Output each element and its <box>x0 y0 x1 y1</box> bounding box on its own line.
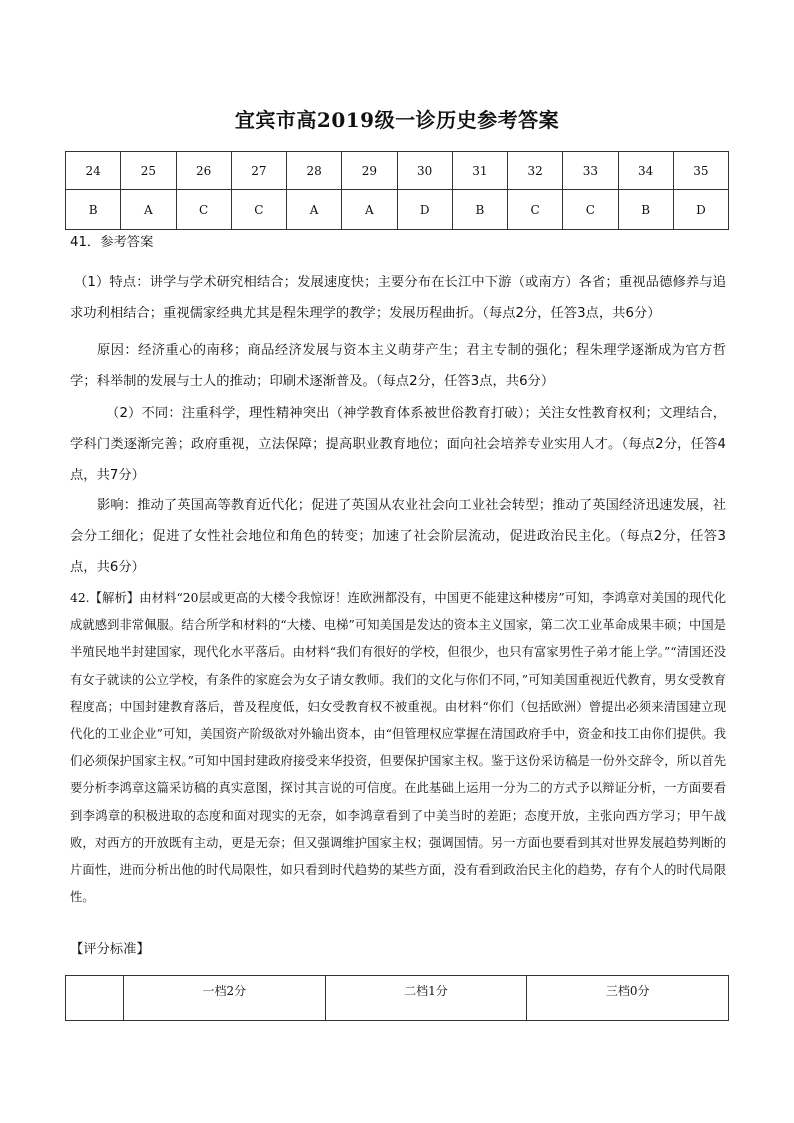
answer-letter-cell: B <box>452 190 507 230</box>
q42-analysis-paragraph: 42.【解析】由材料“20层或更高的大楼令我惊讶！连欧洲都没有，中国更不能建这种楼房”可知，李鸿章对美国的现代化成就感到非常佩服。结合所学和材料的“大楼、电梯”可知美国是发达的资本主义国家，第二次工业革命成果丰硕；中国是半殖民地半封建国家，现代化水平落后。由材料“我们有很好的学校，但很少，也只有富家男性子弟才能上学。”“清国还没有女子就读的公立学校，有条件的家庭会为女子请女教师。我们的文化与你们不同，”可知美国重视近代教育，男女受教育程度高；中国封建教育落后，普及程度低，妇女受教育权不被重视。由材料“你们（包括欧洲）曾提出必须来清国建立现代化的工业企业”可知，美国资产阶级欲对外输出资本，由“但管理权应掌握在清国政府手中，资金和技工由你们提供。我们必须保护国家主权。”可知中国封建政府接受来华投资，但要保护国家主权。鉴于这份采访稿是一份外交辞令，所以首先要分析李鸿章这篇采访稿的真实意图，探讨其言说的可信度。在此基础上运用一分为二的方式予以辩证分析，一方面要看到李鸿章的积极进取的态度和面对现实的无奈，如李鸿章看到了中美当时的差距；态度开放，主张向西方学习；甲午战败，对西方的开放既有主动，更是无奈；但又强调维护国家主权；强调国情。另一方面也要看到其对世界发展趋势判断的片面性，进而分析出他的时代局限性，如只看到时代趋势的某些方面，没有看到政治民主化的趋势，存有个人的时代局限性。 <box>70 591 726 905</box>
q41-causes-paragraph: 原因：经济重心的南移；商品经济发展与资本主义萌芽产生；君主专制的强化；程朱理学逐渐成为官方哲学；科举制的发展与士人的推动；印刷术逐渐普及。（每点2分，任答3点，共6分） <box>70 343 726 389</box>
question-number-cell: 33 <box>563 152 618 190</box>
grading-blank-cell <box>66 976 124 1021</box>
question-number-cell: 28 <box>287 152 342 190</box>
grading-header-row <box>66 976 729 1021</box>
answer-letter-cell: A <box>342 190 397 230</box>
question-number-cell: 24 <box>66 152 121 190</box>
grading-heading: 【评分标准】 <box>70 942 150 957</box>
q41-impact-paragraph: 影响：推动了英国高等教育近代化；促进了英国从农业社会向工业社会转型；推动了英国经济迅速发展，社会分工细化；促进了女性社会地位和角色的转变；加速了社会阶层流动，促进政治民主化。（每点2分，任答3点，共6分） <box>70 498 726 575</box>
question-number-cell: 34 <box>618 152 673 190</box>
q41-characteristics-paragraph: （1）特点：讲学与学术研究相结合；发展速度快；主要分布在长江中下游（或南方）各省；重视品德修养与追求功利相结合；重视儒家经典尤其是程朱理学的教学；发展历程曲折。（每点2分，任答3点，共6分） <box>70 275 726 321</box>
answer-letter-cell: D <box>673 190 728 230</box>
question-number-cell: 30 <box>397 152 452 190</box>
answer-letter-cell: A <box>287 190 342 230</box>
grading-level-cell: 一档2分 <box>124 976 326 1021</box>
answer-letter-row <box>66 190 729 230</box>
answer-letter-cell: C <box>176 190 231 230</box>
grading-level-cell: 二档1分 <box>325 976 527 1021</box>
page-title: 宜宾市高2019级一诊历史参考答案 <box>234 108 560 132</box>
answer-letter-cell: D <box>397 190 452 230</box>
answer-letter-cell: C <box>231 190 286 230</box>
question-number-cell: 32 <box>508 152 563 190</box>
question-number-cell: 26 <box>176 152 231 190</box>
question-number-cell: 27 <box>231 152 286 190</box>
grading-table <box>65 975 729 1021</box>
question-number-cell: 29 <box>342 152 397 190</box>
question-number-cell: 25 <box>121 152 176 190</box>
question-number-row <box>66 152 729 190</box>
answer-letter-cell: C <box>563 190 618 230</box>
q41-heading: 41．参考答案 <box>70 235 154 250</box>
question-number-cell: 35 <box>673 152 728 190</box>
answer-letter-cell: B <box>66 190 121 230</box>
answer-letter-cell: A <box>121 190 176 230</box>
answer-letter-cell: B <box>618 190 673 230</box>
grading-level-cell: 三档0分 <box>527 976 729 1021</box>
question-number-cell: 31 <box>452 152 507 190</box>
q41-differences-paragraph: （2）不同：注重科学，理性精神突出（神学教育体系被世俗教育打破）；关注女性教育权利；文理结合，学科门类逐渐完善；政府重视，立法保障；提高职业教育地位；面向社会培养专业实用人才。（每点2分，任答4点，共7分） <box>70 406 726 483</box>
answer-letter-cell: C <box>508 190 563 230</box>
answer-key-table <box>65 151 729 230</box>
